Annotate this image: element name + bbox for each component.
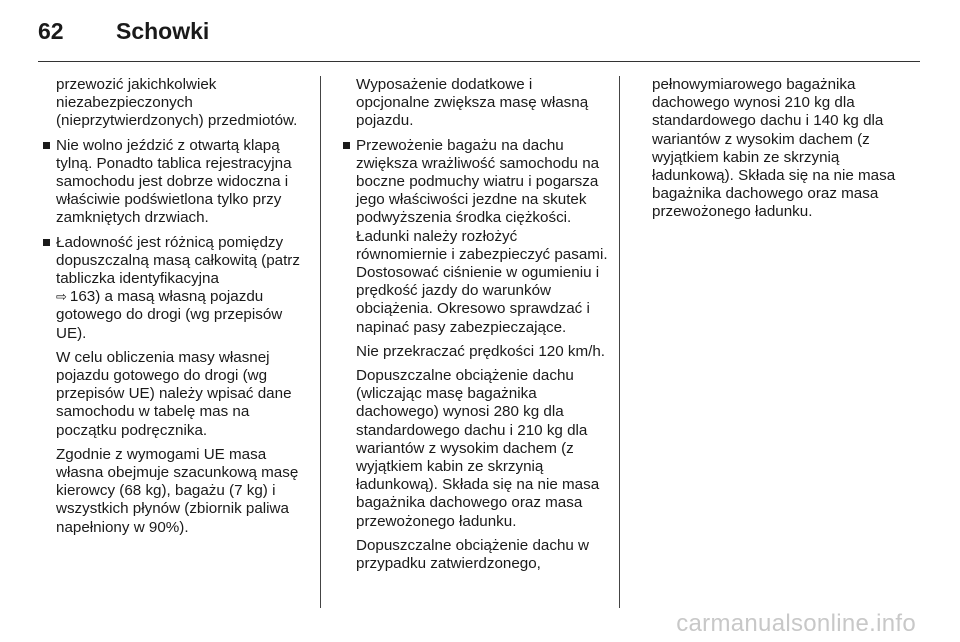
bullet-item: Nie wolno jeździć z otwartą klapą tylną. Ponadto tablica rejestracyjna samochodu jest dobrze widoczna i właściwie podświetlona tylko przy zamkniętych drzwiach. — [56, 137, 308, 228]
page-header — [38, 18, 209, 45]
paragraph: Dopuszczalne obciążenie dachu w przypadku zatwierdzonego, — [356, 536, 590, 573]
paragraph: W celu obliczenia masy własnej pojazdu gotowego do drogi (wg przepisów UE) należy wpisać dane samochodu w tabelę mas na początku podręcznika. — [56, 348, 292, 439]
paragraph: Dopuszczalne obciążenie dachu (wliczając masę bagażnika dachowego) wynosi 280 kg dla standardowego dachu i 210 kg dla wariantów z wysokim dachem (z wyjątkiem kabin ze skrzynią ładunkową). Składa się na nie masa bagażnika dachowego oraz masa przewożonego ładunku. — [356, 367, 600, 530]
paragraph: pełnowymiarowego bagażnika dachowego wynosi 210 kg dla standardowego dachu i 140 kg dla wariantów z wysokim dachem (z wyjątkiem kabin ze skrzynią ładunkową). Składa się na nie masa bagażnika dachowego oraz masa przewożonego ładunku. — [652, 76, 896, 221]
header-rule — [38, 61, 920, 62]
paragraph: Zgodnie z wymogami UE masa własna obejmuje szacunkową masę kierowcy (68 kg), bagażu (7 kg) i wszystkich płynów (zbiornik paliwa napełniony w 90%). — [56, 445, 299, 536]
text-span: Ładowność jest różnicą pomiędzy dopuszczalną masą całkowitą (patrz tabliczka identyfikacyjna — [56, 233, 300, 288]
column-divider-1 — [320, 76, 321, 608]
bullet-item: Przewożenie bagażu na dachu zwiększa wrażliwość samochodu na boczne podmuchy wiatru i pogarsza jego właściwości jezdne na skutek podwyższenia środka ciężkości. Ładunki należy rozłożyć równomiernie i zabezpieczyć pasami. Dostosować ciśnienie w ogumieniu i prędkość jazdy do warunków obciążenia. Okresowo sprawdzać i napinać pasy zabezpieczające. — [356, 136, 608, 336]
paragraph: Nie przekraczać prędkości 120 km/h. — [356, 342, 606, 360]
paragraph: przewozić jakichkolwiek niezabezpieczonych (nieprzytwierdzonych) przedmiotów. — [56, 76, 298, 130]
column-3 — [652, 76, 904, 228]
page-reference-arrow-icon: ⇨ — [56, 289, 67, 305]
column-divider-2 — [619, 76, 620, 608]
watermark: carmanualsonline.info — [676, 610, 916, 637]
paragraph: Wyposażenie dodatkowe i opcjonalne zwiększa masę własną pojazdu. — [356, 76, 589, 130]
page-title: Schowki — [116, 18, 210, 44]
column-1 — [56, 76, 308, 543]
text-span: 163) a masą własną pojazdu gotowego do drogi (wg przepisów UE). — [56, 288, 283, 342]
column-2 — [356, 76, 608, 579]
bullet-item — [56, 234, 308, 343]
page-number: 62 — [38, 18, 64, 44]
